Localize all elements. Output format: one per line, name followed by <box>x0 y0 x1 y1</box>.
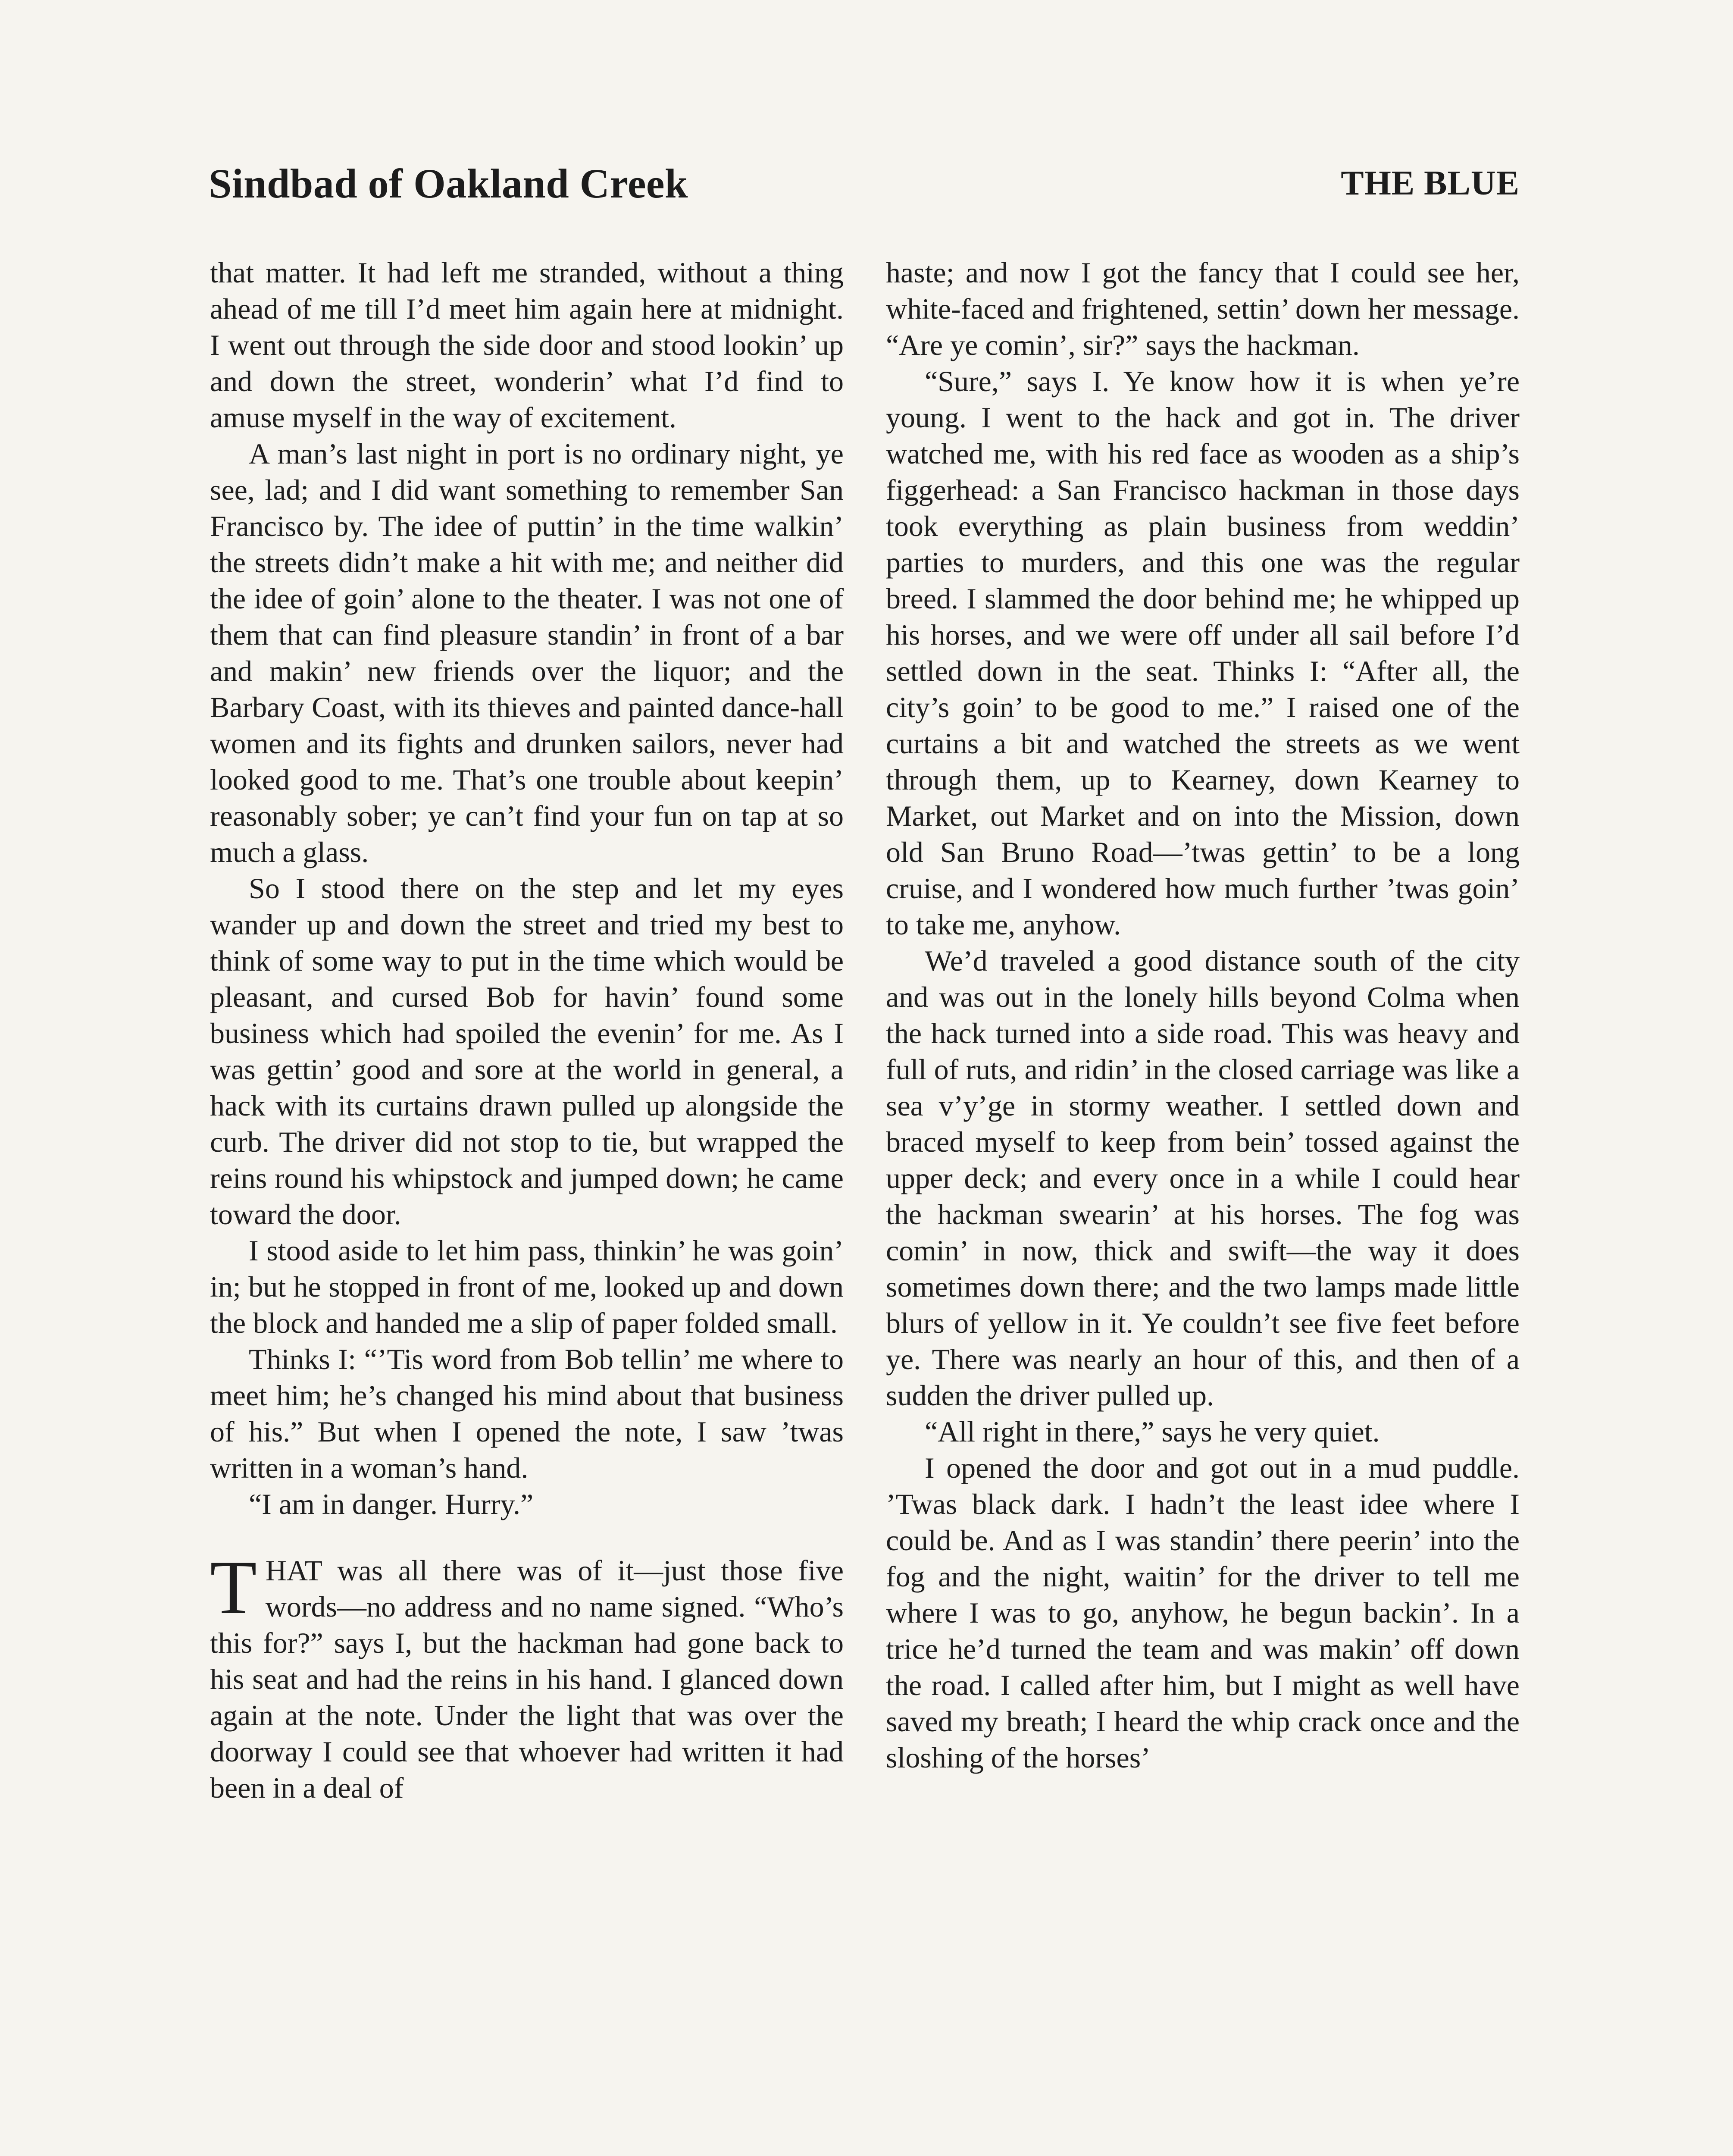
paragraph: Thinks I: “’Tis word from Bob tellin’ me where to meet him; he’s changed his mind about that business of his.” But when I opened the note, I saw ’twas written in a woman’s hand. <box>210 1343 844 1484</box>
paragraph: that matter. It had left me stranded, without a thing ahead of me till I’d meet him again here at midnight. I went out through the side door and stood lookin’ up and down the street, wonderin’ what I’d find to amuse myself in the way of excitement. <box>210 256 844 434</box>
paragraph: I stood aside to let him pass, thinkin’ he was goin’ in; but he stopped in front of me, looked up and down the block and handed me a slip of paper folded small. <box>210 1234 844 1339</box>
paragraph: “I am in danger. Hurry.” <box>249 1488 534 1520</box>
magazine-section-title: THE BLUE <box>1341 164 1520 202</box>
paragraph: We’d traveled a good distance south of the city and was out in the lonely hills beyond Colma when the hack turned into a side road. This was heavy and full of ruts, and ridin’ in the closed carriage was like a sea v’y’ge in stormy weather. I settled down and braced myself to keep from bein’ tossed against the upper deck; and every once in a while I could hear the hackman swearin’ at his horses. The fog was comin’ in now, thick and swift—the way it does sometimes down there; and the two lamps made little blurs of yellow in it. Ye couldn’t see five feet before ye. There was nearly an hour of this, and then of a sudden the driver pulled up. <box>886 944 1520 1412</box>
paragraph-text: HAT was all there was of it—just those five words—no address and no name signed. “Who’s this for?” says I, but the hackman had gone back to his seat and had the reins in his hand. I glanced down again at the note. Under the light that was over the doorway I could see that whoever had written it had been in a deal of <box>210 1554 844 1804</box>
left-text-column <box>210 254 844 1806</box>
paragraph: A man’s last night in port is no ordinary night, ye see, lad; and I did want something to remember San Francisco by. The idee of puttin’ in the time walkin’ the streets didn’t make a hit with me; and neither did the idee of goin’ alone to the theater. I was not one of them that can find pleasure standin’ in front of a bar and makin’ new friends over the liquor; and the Barbary Coast, with its thieves and painted dance-hall women and its fights and drunken sailors, never had looked good to me. That’s one trouble about keepin’ reasonably sober; ye can’t find your fun on tap at so much a glass. <box>210 437 844 868</box>
story-title: Sindbad of Oakland Creek <box>209 160 688 207</box>
paragraph: I opened the door and got out in a mud puddle. ’Twas black dark. I hadn’t the least idee where I could be. And as I was standin’ there peerin’ into the fog and the night, waitin’ for the driver to tell me where I was to go, anyhow, he begun backin’. In a trice he’d turned the team and was makin’ off down the road. I called after him, but I might as well have saved my breath; I heard the whip crack once and the sloshing of the horses’ <box>886 1451 1520 1774</box>
drop-cap-letter: T <box>210 1545 257 1630</box>
right-text-column <box>886 254 1520 1776</box>
paragraph: “All right in there,” says he very quiet. <box>925 1415 1380 1448</box>
paragraph: haste; and now I got the fancy that I could see her, white-faced and frightened, settin’ down her message. “Are ye comin’, sir?” says the hackman. <box>886 256 1520 361</box>
paragraph: “Sure,” says I. Ye know how it is when ye’re young. I went to the hack and got in. The driver watched me, with his red face as wooden as a ship’s figgerhead: a San Francisco hackman in those days took everything as plain business from weddin’ parties to murders, and this one was the regular breed. I slammed the door behind me; he whipped up his horses, and we were off under all sail before I’d settled down in the seat. Thinks I: “After all, the city’s goin’ to be good to me.” I raised one of the curtains a bit and watched the streets as we went through them, up to Kearney, down Kearney to Market, out Market and on into the Mission, down old San Bruno Road—’twas gettin’ to be a long cruise, and I wondered how much further ’twas goin’ to take me, anyhow. <box>886 365 1520 941</box>
section-opening-paragraph <box>210 1545 844 1806</box>
paragraph: So I stood there on the step and let my eyes wander up and down the street and tried my best to think of some way to put in the time which would be pleasant, and cursed Bob for havin’ found some business which had spoiled the evenin’ for me. As I was gettin’ good and sore at the world in general, a hack with its curtains drawn pulled up alongside the curb. The driver did not stop to tie, but wrapped the reins round his whipstock and jumped down; he came toward the door. <box>210 872 844 1231</box>
